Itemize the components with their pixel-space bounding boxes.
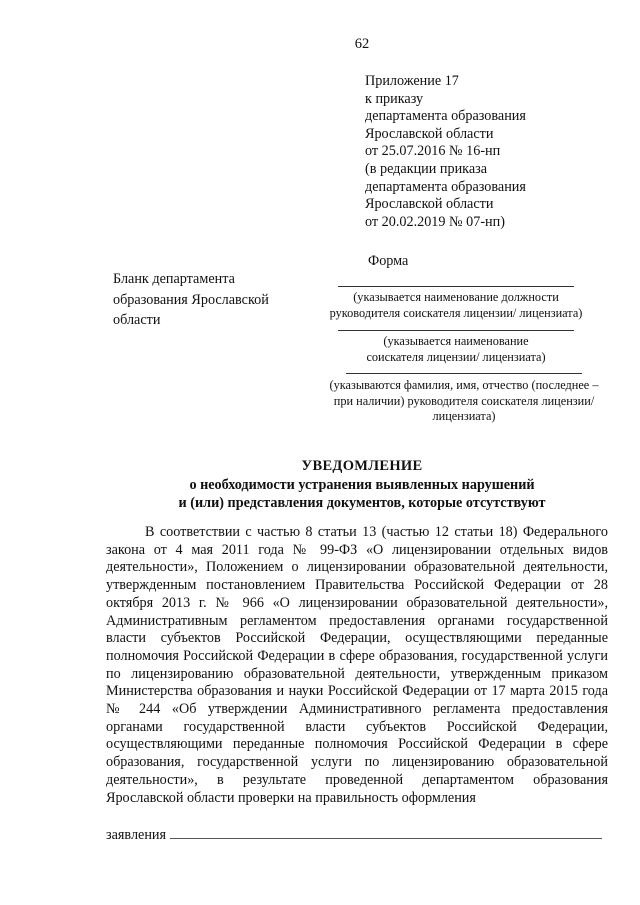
organization-field [306, 316, 606, 365]
appendix-line: от 20.02.2019 № 07-нп) [365, 213, 505, 230]
appendix-line: департамента образования [365, 108, 526, 125]
appendix-line: Ярославской области [365, 196, 494, 213]
blank-line: Бланк департамента [113, 271, 235, 287]
application-fill-line [170, 826, 602, 839]
body-text [106, 524, 608, 807]
position-field [306, 270, 606, 321]
page-number: 62 [354, 36, 370, 52]
appendix-line: департамента образования [365, 178, 526, 195]
fill-line [346, 373, 582, 374]
field-caption [306, 378, 622, 425]
caption-line: лицензиата) [432, 409, 496, 423]
title-subtitle: и (или) представления документов, которые отсутствуют [178, 495, 546, 511]
title-subtitle: о необходимости устранения выявленных нарушений [189, 476, 535, 493]
body-paragraph: В соответствии с частью 8 статьи 13 (частью 12 статьи 18) Федерального закона от 4 мая 2011 года № 99-ФЗ «О лицензировании отдельных видов деятельности», Положением о лицензировании образовательной деятельности, утвержденным постановлением Правительства Российской Федерации от 28 октября 2013 г. № 966 «О лицензировании образовательной деятельности», Административным регламентом предоставления органами государственной власти субъектов Российской Федерации, осуществляющими переданные полномочия Российской Федерации в сфере образования, государственной услуги по лицензированию образовательной деятельности, утвержденным приказом Министерства образования и науки Российской Федерации от 17 марта 2015 года № 244 «Об утверждении Административного регламента предоставления органами государственной власти субъектов Российской Федерации, осуществляющими переданные полномочия Российской Федерации в сфере образования, государственной услуги по лицензированию образовательной деятельности», в результате проведенной департаментом образования Ярославской области проверки на правильность оформления [106, 524, 608, 806]
application-line [106, 826, 602, 844]
appendix-line: (в редакции приказа [365, 160, 488, 177]
fill-line [338, 330, 574, 331]
application-label: заявления [106, 827, 167, 843]
blank-line: образования Ярославской [113, 291, 269, 308]
caption-line: при наличии) руководителя соискателя лицензии/ [333, 393, 595, 408]
form-label: Форма [368, 253, 409, 269]
fill-line [338, 286, 574, 287]
appendix-line: от 25.07.2016 № 16-нп [365, 143, 501, 160]
appendix-header [365, 73, 526, 231]
caption-line: (указываются фамилия, имя, отчество (последнее – [329, 378, 599, 392]
caption-line: руководителя соискателя лицензии/ лицензиата) [329, 305, 583, 320]
caption-line: (указывается наименование должности [353, 290, 559, 304]
department-blank [113, 269, 269, 331]
appendix-line: к приказу [365, 90, 424, 107]
caption-line: соискателя лицензии/ лицензиата) [366, 349, 546, 364]
head-name-field [306, 360, 622, 425]
appendix-line: Приложение 17 [365, 73, 459, 89]
blank-line: области [113, 312, 161, 328]
caption-line: (указывается наименование [383, 334, 529, 348]
document-title [0, 457, 640, 513]
title-main: УВЕДОМЛЕНИЕ [301, 458, 423, 474]
appendix-line: Ярославской области [365, 125, 494, 142]
